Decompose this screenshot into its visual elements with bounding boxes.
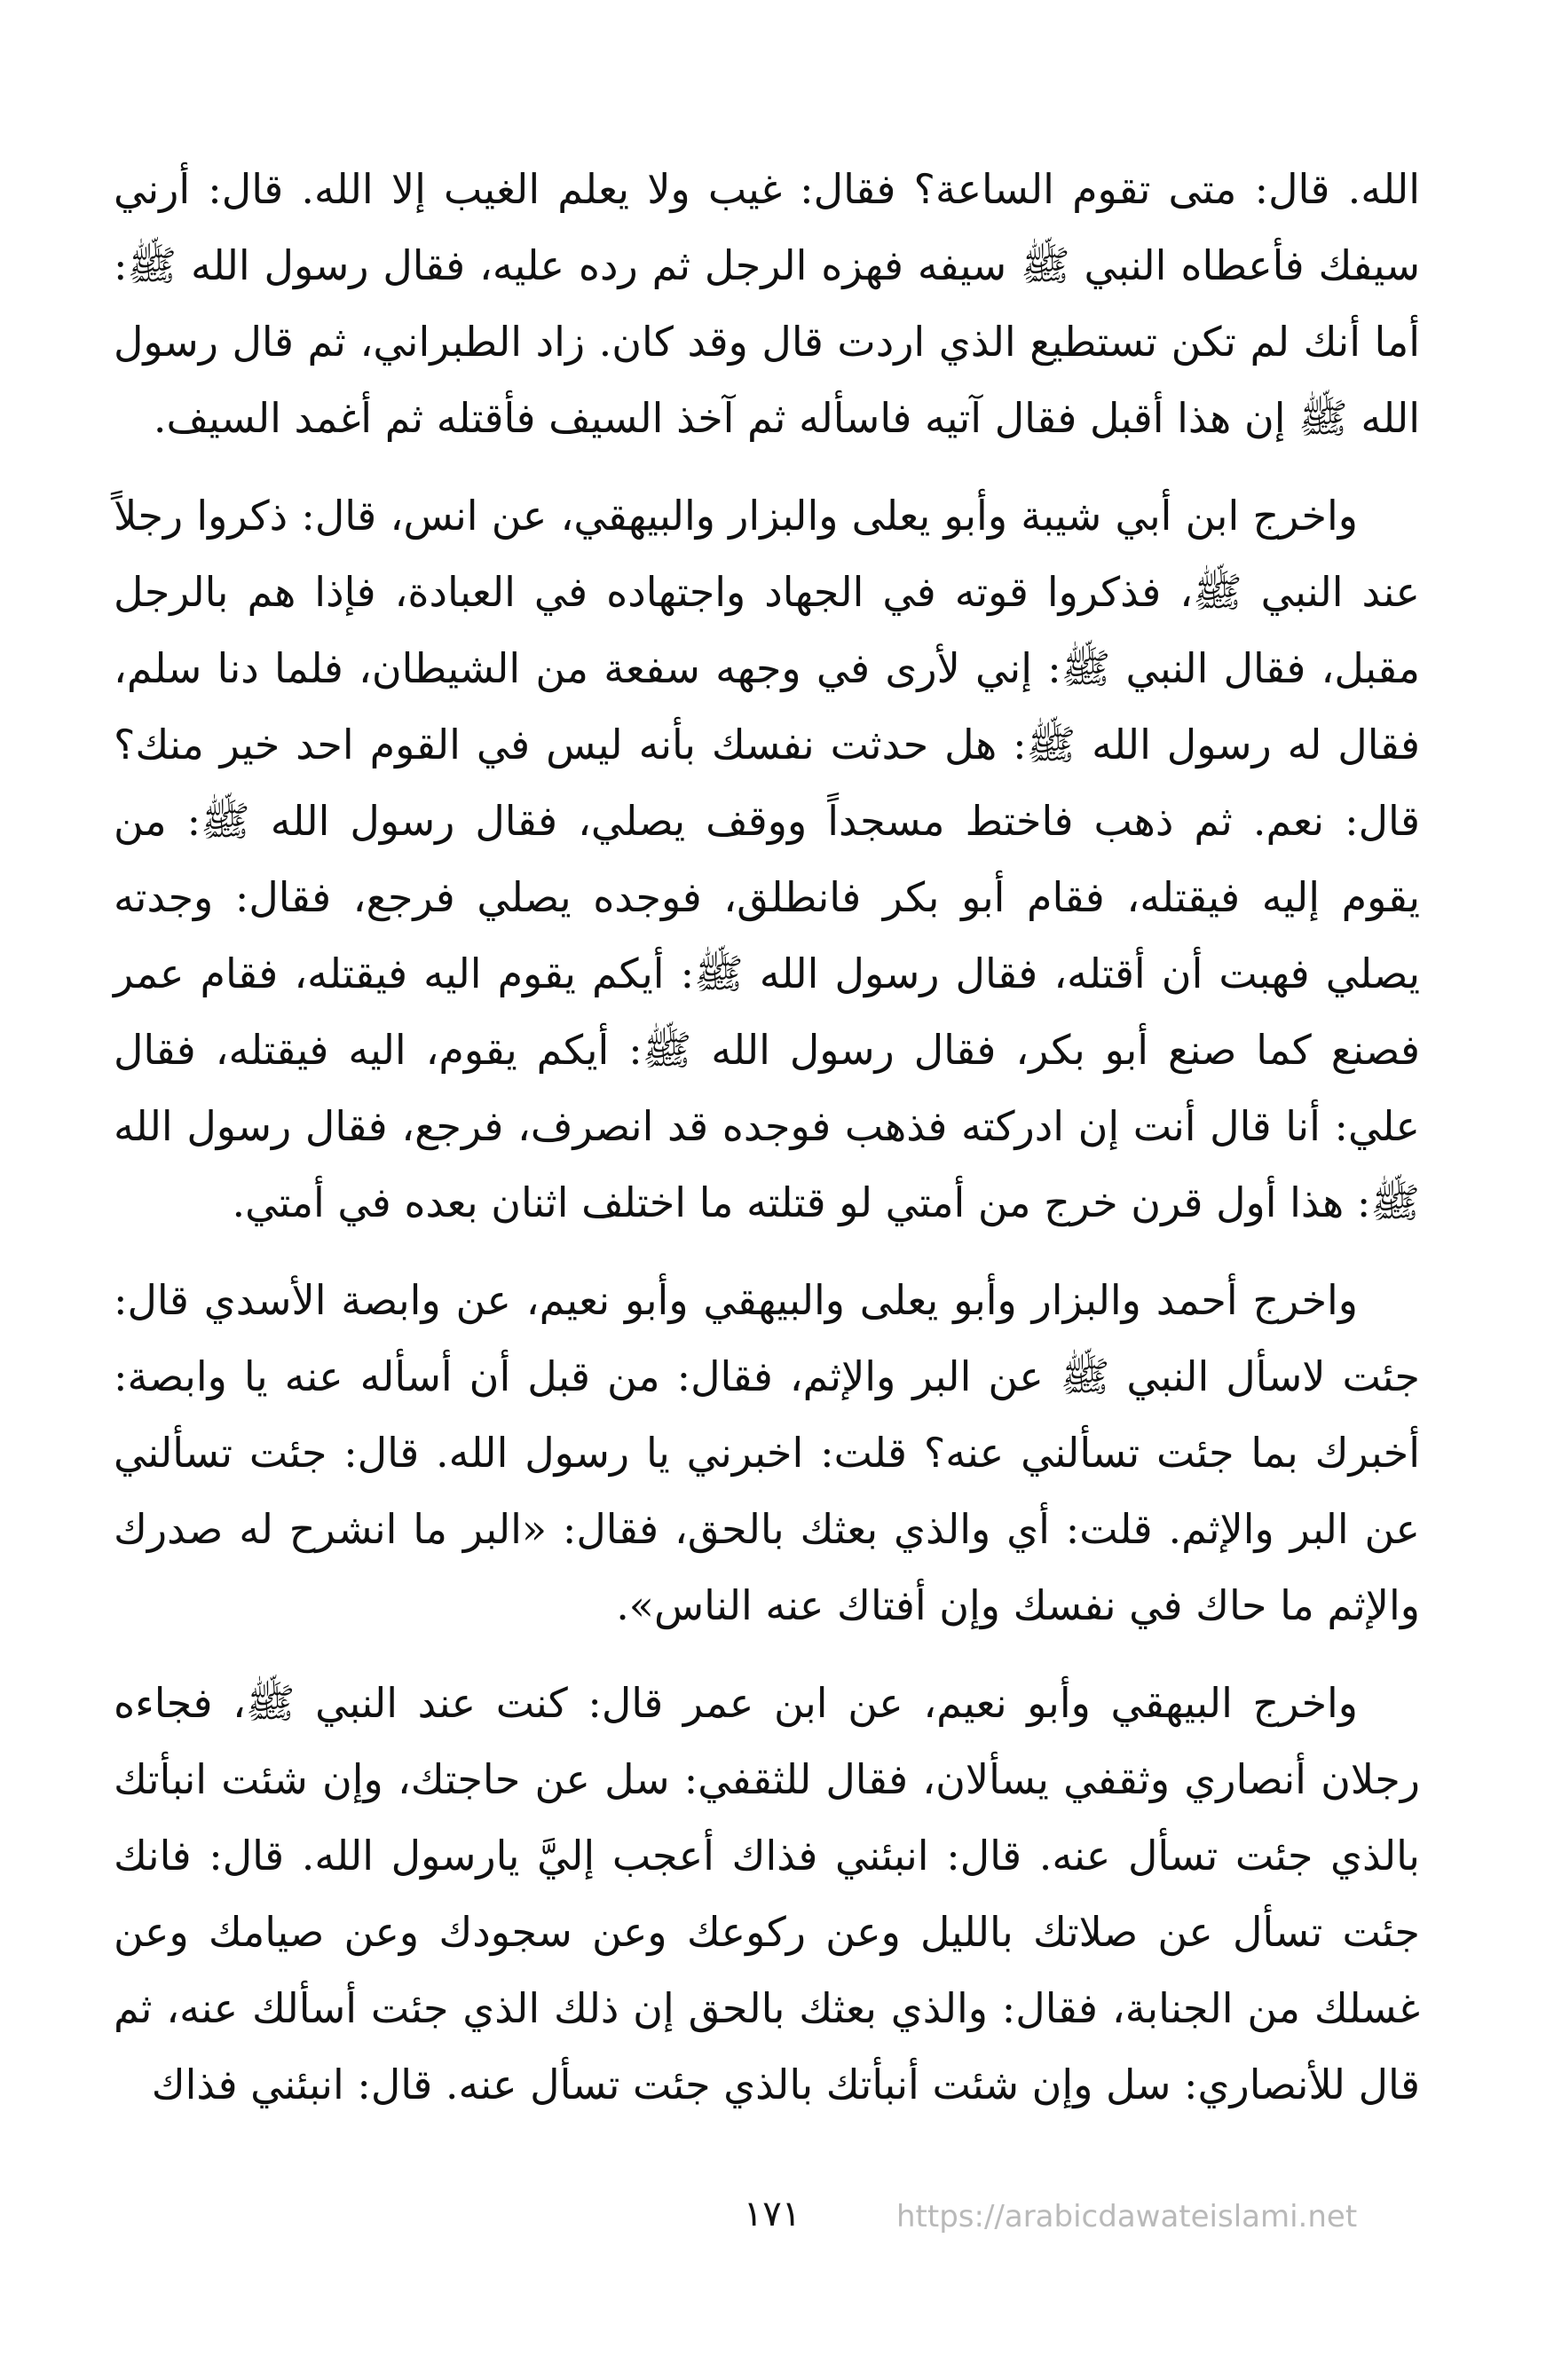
paragraph-anas-narration: واخرج ابن أبي شيبة وأبو يعلى والبزار والبيهقي، عن انس، قال: ذكروا رجلاً عند النبي ﷺ، فذكروا قوته في الجهاد واجتهاده في العبادة، فإذا هم بالرجل مقبل، فقال النبي ﷺ: إني لأرى في وجهه سفعة من الشيطان، فلما دنا سلم، فقال له رسول الله ﷺ: هل حدثت نفسك بأنه ليس في القوم احد خير منك؟ قال: نعم. ثم ذهب فاختط مسجداً ووقف يصلي، فقال رسول الله ﷺ: من يقوم إليه فيقتله، فقام أبو بكر فانطلق، فوجده يصلي فرجع، فقال: وجدته يصلي فهبت أن أقتله، فقال رسول الله ﷺ: أيكم يقوم اليه فيقتله، فقام عمر فصنع كما صنع أبو بكر، فقال رسول الله ﷺ: أيكم يقوم، اليه فيقتله، فقال علي: أنا قال أنت إن ادركته فذهب فوجده قد انصرف، فرجع، فقال رسول الله ﷺ: هذا أول قرن خرج من أمتي لو قتلته ما اختلف اثنان بعده في أمتي. [114, 492, 1420, 1226]
paragraph-continuation: الله. قال: متى تقوم الساعة؟ فقال: غيب ولا يعلم الغيب إلا الله. قال: أرني سيفك فأعطاه النبي ﷺ سيفه فهزه الرجل ثم رده عليه، فقال رسول الله ﷺ: أما أنك لم تكن تستطيع الذي اردت قال وقد كان. زاد الطبراني، ثم قال رسول الله ﷺ إن هذا أقبل فقال آتيه فاسأله ثم آخذ السيف فأقتله ثم أغمد السيف. [114, 165, 1420, 442]
page-text-block [114, 151, 1420, 2218]
paragraph-ibn-umar-narration: واخرج البيهقي وأبو نعيم، عن ابن عمر قال: كنت عند النبي ﷺ، فجاءه رجلان أنصاري وثقفي يسألان، فقال للثقفي: سل عن حاجتك، وإن شئت انبأتك بالذي جئت تسأل عنه. قال: انبئني فذاك أعجب إليَّ يارسول الله. قال: فانك جئت تسأل عن صلاتك بالليل وعن ركوعك وعن سجودك وعن صيامك وعن غسلك من الجنابة، فقال: والذي بعثك بالحق إن ذلك الذي جئت أسألك عنه، ثم قال للأنصاري: سل وإن شئت أنبأتك بالذي جئت تسأل عنه. قال: انبئني فذاك [114, 1679, 1420, 2108]
watermark-url: https://arabicdawateislami.net [896, 2199, 1358, 2234]
paragraph-wabisa-narration: واخرج أحمد والبزار وأبو يعلى والبيهقي وأبو نعيم، عن وابصة الأسدي قال: جئت لاسأل النبي ﷺ عن البر والإثم، فقال: من قبل أن أسأله عنه يا وابصة: أخبرك بما جئت تسألني عنه؟ قلت: اخبرني يا رسول الله. قال: جئت تسألني عن البر والإثم. قلت: أي والذي بعثك بالحق، فقال: «البر ما انشرح له صدرك والإثم ما حاك في نفسك وإن أفتاك عنه الناس». [114, 1276, 1420, 1629]
page-footer [0, 2183, 1546, 2254]
page-number: ١٧١ [743, 2194, 801, 2234]
